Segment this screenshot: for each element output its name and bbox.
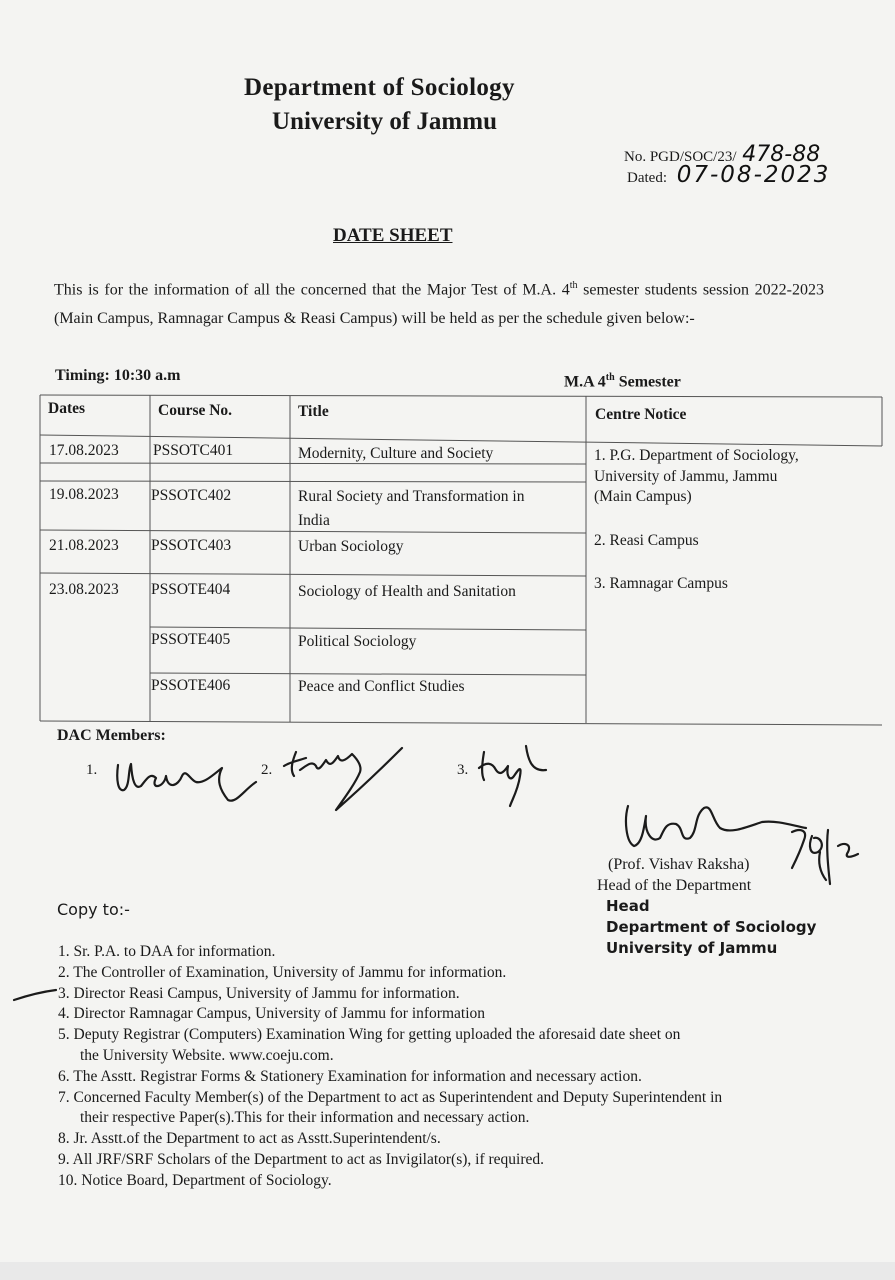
list-item: 10. Notice Board, Department of Sociology. [58, 1171, 332, 1189]
row3-date: 21.08.2023 [49, 537, 119, 554]
margin-pen-mark [14, 990, 56, 1000]
centre-line-1: 1. P.G. Department of Sociology, [594, 447, 799, 464]
semester-label [564, 372, 681, 391]
signatory-designation: Head of the Department [597, 877, 752, 894]
stamp-head: Head [606, 897, 650, 915]
list-item-continuation: the University Website. www.coeju.com. [80, 1046, 334, 1064]
exam-timing: Timing: 10:30 a.m [55, 367, 181, 384]
list-item: 7. Concerned Faculty Member(s) of the Department to act as Superintendent and Deputy Superintendent in [58, 1088, 723, 1106]
list-item: 6. The Asstt. Registrar Forms & Stationery Examination for information and necessary action. [58, 1067, 642, 1085]
head-signature-date [792, 830, 858, 884]
dated-label: Dated: [627, 170, 667, 186]
department-name: Department of Sociology [244, 74, 515, 101]
row2-date: 19.08.2023 [49, 486, 119, 503]
row1-date: 17.08.2023 [49, 442, 119, 459]
row5-title: Political Sociology [298, 633, 417, 650]
row2-title: Rural Society and Transformation in [298, 488, 525, 505]
row6-course: PSSOTE406 [151, 677, 231, 694]
dated-value-handwritten: 07-08-2023 [676, 162, 831, 188]
list-item: 8. Jr. Asstt.of the Department to act as Asstt.Superintendent/s. [58, 1130, 441, 1148]
header-dates: Dates [48, 400, 86, 417]
list-item: 2. The Controller of Examination, University of Jammu for information. [58, 963, 507, 981]
head-signature [626, 806, 806, 846]
centre-line-3: (Main Campus) [594, 488, 692, 505]
dac-members-label: DAC Members: [57, 727, 166, 744]
header-centre-notice: Centre Notice [595, 406, 687, 423]
row4-title: Sociology of Health and Sanitation [298, 583, 516, 600]
row5-course: PSSOTE405 [151, 631, 231, 648]
copy-to-list [58, 942, 888, 1192]
copy-to-label: Copy to:- [57, 900, 130, 919]
centre-reasi: 2. Reasi Campus [594, 532, 699, 549]
intro-paragraph [54, 271, 824, 333]
list-item-continuation: their respective Paper(s).This for their information and necessary action. [80, 1109, 530, 1127]
row2-course: PSSOTC402 [151, 487, 232, 504]
intro-text-2: semester students session 2022-2023 (Main Campus, Ramnagar Campus & Reasi Campus) will be held as per the schedule given below:- [54, 281, 824, 328]
signatory-name: (Prof. Vishav Raksha) [608, 856, 750, 873]
semester-prefix: M.A 4 [564, 373, 606, 391]
intro-text-1: This is for the information of all the concerned that the Major Test of M.A. 4 [54, 281, 570, 299]
header-title: Title [298, 403, 329, 420]
row6-title: Peace and Conflict Studies [298, 678, 465, 695]
semester-superscript: th [605, 372, 615, 383]
row3-course: PSSOTC403 [151, 537, 232, 554]
stamp-department: Department of Sociology [606, 918, 817, 936]
list-item: 4. Director Ramnagar Campus, University of Jammu for information [58, 1005, 486, 1023]
dac-member-1-signature [117, 764, 256, 801]
row2-title-line2: India [298, 512, 330, 529]
page-bottom-edge [0, 1262, 895, 1280]
dac-member-3-number: 3. [457, 762, 469, 778]
row4-course: PSSOTE404 [151, 581, 231, 598]
list-item: 3. Director Reasi Campus, University of Jammu for information. [58, 984, 460, 1002]
dac-member-3-signature [479, 746, 546, 806]
centre-ramnagar: 3. Ramnagar Campus [594, 575, 728, 592]
stamp-university: University of Jammu [606, 939, 778, 957]
document-title: DATE SHEET [333, 225, 453, 246]
list-item: 1. Sr. P.A. to DAA for information. [58, 943, 276, 960]
row1-course: PSSOTC401 [153, 442, 234, 459]
dated-line [627, 162, 830, 188]
dac-member-2-number: 2. [261, 762, 273, 778]
centre-line-2: University of Jammu, Jammu [594, 468, 778, 485]
university-name: University of Jammu [272, 108, 497, 135]
list-item: 5. Deputy Registrar (Computers) Examination Wing for getting uploaded the aforesaid date sheet on [58, 1026, 681, 1044]
row1-title: Modernity, Culture and Society [298, 445, 494, 462]
dac-member-2-signature [284, 748, 402, 810]
row3-title: Urban Sociology [298, 538, 404, 555]
semester-suffix: Semester [614, 373, 681, 391]
list-item: 9. All JRF/SRF Scholars of the Department to act as Invigilator(s), if required. [58, 1150, 545, 1168]
reference-label: No. PGD/SOC/23/ [624, 149, 737, 165]
reference-number-handwritten: 478-88 [742, 142, 821, 167]
row4-date: 23.08.2023 [49, 581, 119, 598]
dac-member-1-number: 1. [86, 762, 98, 778]
intro-superscript: th [569, 280, 578, 291]
header-course-no: Course No. [158, 402, 233, 419]
